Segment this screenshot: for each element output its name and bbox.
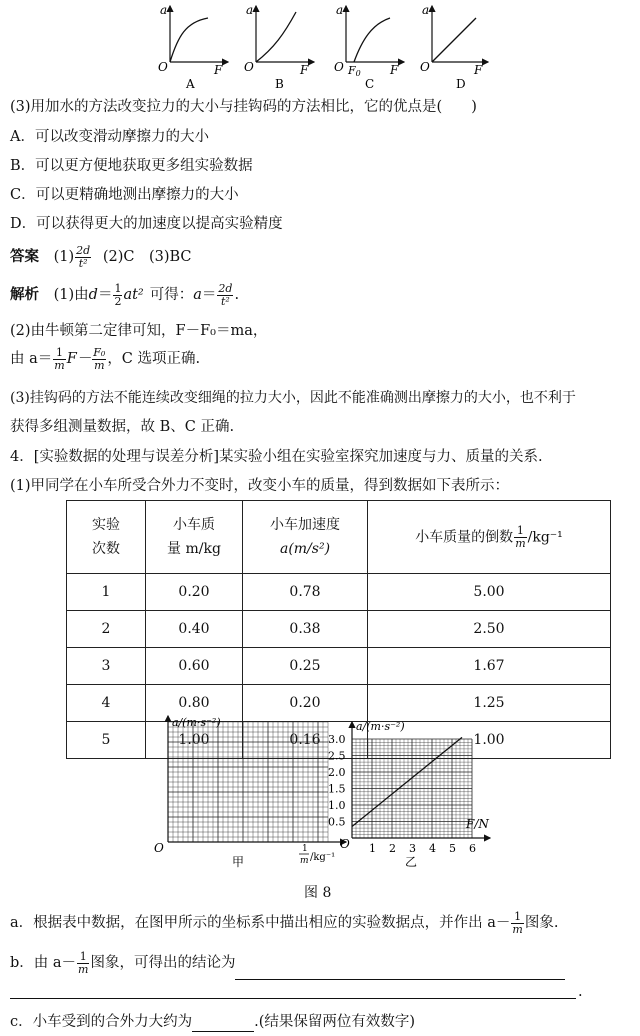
jia-origin: O [154, 841, 164, 855]
y-tick-label: 2.0 [328, 766, 346, 779]
analysis-line-4: (3)挂钩码的方法不能连续改变细绳的拉力大小，因此不能准确测出摩擦力的大小，也不利于 [10, 390, 576, 406]
graph-c-x-label: F [390, 63, 399, 77]
graph-d-y-label: a [422, 3, 430, 17]
svg-text:/kg⁻¹: /kg⁻¹ [310, 852, 336, 863]
yi-tick-labels [328, 733, 476, 855]
graph-a-origin: O [158, 60, 168, 74]
cell: 0.20 [146, 574, 243, 611]
y-tick-label: 0.5 [328, 815, 346, 829]
y-tick-label: 3.0 [328, 733, 346, 746]
table-row [67, 648, 611, 685]
graph-b-x-label: F [300, 63, 309, 77]
cell: 0.40 [146, 611, 243, 648]
analysis-line-5: 获得多组测量数据，故 B、C 正确. [10, 419, 235, 435]
x-tick-label: 5 [449, 842, 456, 855]
graph-d-origin: O [420, 60, 430, 74]
sub-a: a．根据表中数据，在图甲所示的坐标系中描出相应的实验数据点，并作出 a－ $\frac{1}{m}$ 图象. [10, 909, 559, 936]
svg-text:m: m [300, 856, 309, 866]
jia-grid [168, 722, 328, 842]
sub-b-end: . [578, 984, 583, 1000]
header-accel: 小车加速度 a(m/s²) [243, 501, 368, 574]
sub-b: b．由 a－ $\frac{1}{m}$ 图象，可得出的结论为 [10, 946, 565, 980]
graph-option-b [244, 3, 314, 91]
graph-a-y-label: a [160, 3, 168, 17]
answer-label: 答案 [10, 249, 39, 265]
table-header-row [67, 501, 611, 574]
cell: 1.67 [368, 648, 611, 685]
cell: 5.00 [368, 574, 611, 611]
graph-b-y-label: a [246, 3, 254, 17]
table-row [67, 574, 611, 611]
cell: 1.25 [368, 685, 611, 722]
graph-c-y-label: a [336, 3, 344, 17]
analysis-line-2: (2)由牛顿第二定律可知，F－F₀＝ma， [10, 323, 268, 339]
q3-option-d: D．可以获得更大的加速度以提高实验精度 [10, 216, 283, 232]
sub-b-blank-line-2[interactable] [10, 980, 576, 999]
header-inverse-mass: 小车质量的倒数 $\frac{1}{m}$ /kg⁻¹ [368, 501, 611, 574]
graph-b-origin: O [244, 60, 254, 74]
yi-origin: O [340, 837, 350, 851]
cell: 0.25 [243, 648, 368, 685]
analysis-line-3: 由 a＝ $\frac{1}{m}$ F－ $\frac{\text{F₀}}{m}$ ，C 选项正确. [10, 345, 201, 372]
q3-option-c: C．可以更精确地测出摩擦力的大小 [10, 187, 239, 203]
option-graphs [150, 0, 490, 92]
cell: 2 [67, 611, 146, 648]
cell: 0.78 [243, 574, 368, 611]
sub-c: c．小车受到的合外力大约为 .(结果保留两位有效数字) [10, 1014, 416, 1030]
graph-c-caption: C [365, 77, 375, 91]
q4-part1: (1)甲同学在小车所受合外力不变时，改变小车的质量，得到数据如下表所示： [10, 478, 510, 494]
yi-grid [352, 739, 472, 838]
graph-c-origin: O [334, 60, 344, 74]
x-tick-label: 2 [389, 842, 396, 855]
cell: 1.00 [368, 722, 611, 759]
graph-jia [150, 710, 350, 875]
cell: 1.00 [146, 722, 243, 759]
header-trial: 实验 次数 [67, 501, 146, 574]
analysis-line-1: 解析 (1)由d＝ $\frac{1}{2}$ at² 可得：a＝ $\frac{2d}{\text{t²}}$ . [10, 281, 240, 308]
cell: 3 [67, 648, 146, 685]
graph-option-a [158, 3, 228, 91]
q3-option-b: B．可以更方便地获取更多组实验数据 [10, 158, 253, 174]
cell: 0.20 [243, 685, 368, 722]
q3-option-a: A．可以改变滑动摩擦力的大小 [10, 129, 209, 145]
graph-option-d [420, 3, 488, 91]
cell: 0.60 [146, 648, 243, 685]
q3-prompt: (3)用加水的方法改变拉力的大小与挂钩码的方法相比，它的优点是( ) [10, 99, 477, 115]
table-row [67, 611, 611, 648]
cell: 4 [67, 685, 146, 722]
x-tick-label: 6 [469, 842, 476, 855]
graph-c-f0-label: F0 [348, 64, 361, 78]
header-mass: 小车质 量 m/kg [146, 501, 243, 574]
x-tick-label: 1 [369, 842, 376, 855]
q4-title: 4．[实验数据的处理与误差分析]某实验小组在实验室探究加速度与力、质量的关系. [10, 449, 543, 465]
yi-y-label: a/(m·s⁻²) [356, 720, 405, 733]
cell: 2.50 [368, 611, 611, 648]
graph-a-caption: A [186, 77, 195, 91]
sub-c-blank[interactable] [192, 1013, 254, 1032]
sub-b-blank[interactable] [235, 961, 565, 980]
svg-text:1: 1 [302, 844, 308, 854]
y-tick-label: 1.5 [328, 782, 346, 796]
graph-d-caption: D [456, 77, 466, 91]
yi-x-label: F/N [466, 817, 489, 831]
x-tick-label: 4 [429, 842, 436, 855]
cell: 5 [67, 722, 146, 759]
jia-caption: 甲 [232, 855, 245, 869]
cell: 0.38 [243, 611, 368, 648]
jia-y-label: a/(m·s⁻²) [172, 716, 221, 729]
cell: 0.80 [146, 685, 243, 722]
y-tick-label: 2.5 [328, 749, 346, 763]
graph-option-c [334, 3, 404, 91]
graph-b-caption: B [275, 77, 284, 91]
answer-line: 答案 (1) $\frac{2d}{\text{t²}}$ (2)C (3)BC [10, 243, 192, 270]
analysis-label: 解析 [10, 287, 39, 303]
x-tick-label: 3 [409, 842, 416, 855]
graph-yi [326, 716, 496, 878]
cell: 0.16 [243, 722, 368, 759]
graph-a-x-label: F [214, 63, 223, 77]
cell: 1 [67, 574, 146, 611]
graph-d-x-label: F [474, 63, 483, 77]
yi-caption: 乙 [405, 855, 418, 869]
y-tick-label: 1.0 [328, 799, 346, 812]
figure-caption: 图 8 [304, 885, 332, 901]
